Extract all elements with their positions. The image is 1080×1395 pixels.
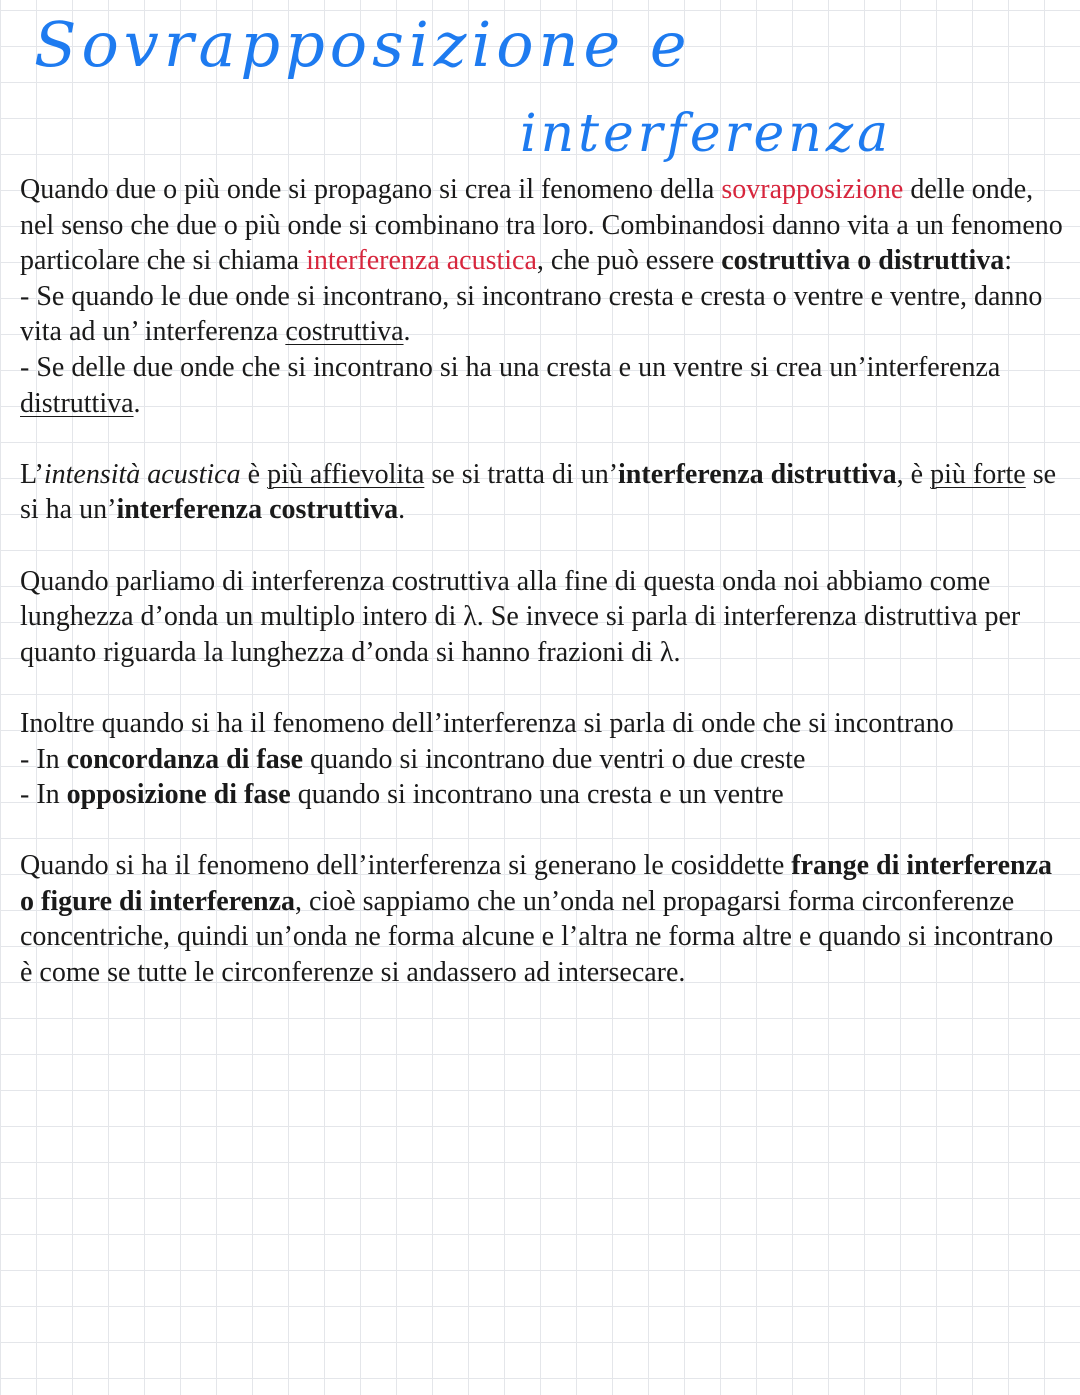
text-segment: è bbox=[240, 458, 268, 490]
term-interferenza-distruttiva: interferenza distruttiva bbox=[618, 458, 897, 490]
paragraph-fringes bbox=[20, 848, 1072, 990]
paragraph-intensity bbox=[20, 457, 1072, 528]
spacer bbox=[20, 421, 1072, 457]
text-segment: . bbox=[398, 494, 406, 526]
title-line-2: interferenza bbox=[520, 104, 893, 164]
term-frange-di-interferenza: frange di interferenza o figure di interferenza bbox=[20, 850, 1053, 917]
text-segment: quando si incontrano due ventri o due creste bbox=[303, 743, 806, 775]
text-segment: se si ha un’ bbox=[20, 458, 1057, 526]
text-segment: Quando si ha il fenomeno dell’interferenza si generano le cosiddette bbox=[20, 850, 792, 882]
text-segment: , cioè sappiamo che un’onda nel propagarsi forma circonferenze concentriche, quindi un’onda ne forma alcune e l’altra ne forma altre e quando si incontrano è come se tutte le circonferenze si andassero ad intersecare. bbox=[20, 885, 1054, 989]
text-segment: . bbox=[133, 387, 141, 419]
spacer bbox=[20, 670, 1072, 706]
page-title bbox=[0, 0, 1080, 180]
underlined-piu-affievolita: più affievolita bbox=[267, 458, 425, 490]
bullet-out-of-phase bbox=[20, 777, 1072, 813]
term-interferenza-acustica: interferenza acustica bbox=[306, 245, 537, 277]
text-segment: quando si incontrano una cresta e un ventre bbox=[290, 779, 784, 811]
text-segment: , che può essere bbox=[536, 245, 722, 277]
term-sovrapposizione: sovrapposizione bbox=[721, 174, 904, 205]
term-interferenza-costruttiva: interferenza costruttiva bbox=[116, 494, 399, 526]
text-segment: - In bbox=[20, 743, 67, 775]
spacer bbox=[20, 528, 1072, 564]
text-segment: Inoltre quando si ha il fenomeno dell’interferenza si parla di onde che si incontrano bbox=[20, 707, 954, 739]
text-segment: se si tratta di un’ bbox=[424, 458, 619, 490]
bullet-constructive bbox=[20, 279, 1072, 350]
term-concordanza-di-fase: concordanza di fase bbox=[66, 743, 304, 775]
text-segment: delle onde, nel senso che due o più onde si combinano tra loro. Combinandosi danno vita a un fenomeno particolare che si chiama bbox=[20, 174, 1063, 277]
term-costruttiva-distruttiva: costruttiva o distruttiva bbox=[721, 245, 1005, 277]
term-opposizione-di-fase: opposizione di fase bbox=[66, 779, 291, 811]
underlined-piu-forte: più forte bbox=[930, 458, 1026, 490]
paragraph-wavelength bbox=[20, 564, 1072, 671]
underlined-costruttiva: costruttiva bbox=[285, 316, 404, 348]
paragraph-phase-intro bbox=[20, 706, 1072, 742]
text-segment: . bbox=[403, 316, 411, 348]
text-segment: Quando parliamo di interferenza costruttiva alla fine di questa onda noi abbiamo come lunghezza d’onda un multiplo intero di λ. Se invece si parla di interferenza distruttiva per quanto riguarda la lunghezza d’onda si hanno frazioni di λ. bbox=[20, 565, 1021, 668]
spacer bbox=[20, 813, 1072, 849]
title-line-1: Sovrapposizione e bbox=[34, 8, 692, 81]
underlined-distruttiva: distruttiva bbox=[20, 387, 134, 419]
text-segment: - Se delle due onde che si incontrano si ha una cresta e un ventre si crea un’interferenza bbox=[20, 351, 1001, 383]
text-segment: Quando due o più onde si propagano si crea il fenomeno della bbox=[20, 174, 722, 205]
notes-body bbox=[20, 172, 1072, 991]
text-segment: : bbox=[1004, 245, 1013, 277]
text-segment: - In bbox=[20, 779, 67, 811]
text-segment: L’ bbox=[20, 458, 44, 490]
text-segment: - Se quando le due onde si incontrano, si incontrano cresta e cresta o ventre e ventre, danno vita ad un’ interferenza bbox=[20, 280, 1043, 348]
text-segment: , è bbox=[896, 458, 931, 490]
term-intensita-acustica: intensità acustica bbox=[43, 458, 241, 490]
bullet-destructive bbox=[20, 350, 1072, 421]
bullet-in-phase bbox=[20, 742, 1072, 778]
paragraph-superposition bbox=[20, 172, 1072, 279]
